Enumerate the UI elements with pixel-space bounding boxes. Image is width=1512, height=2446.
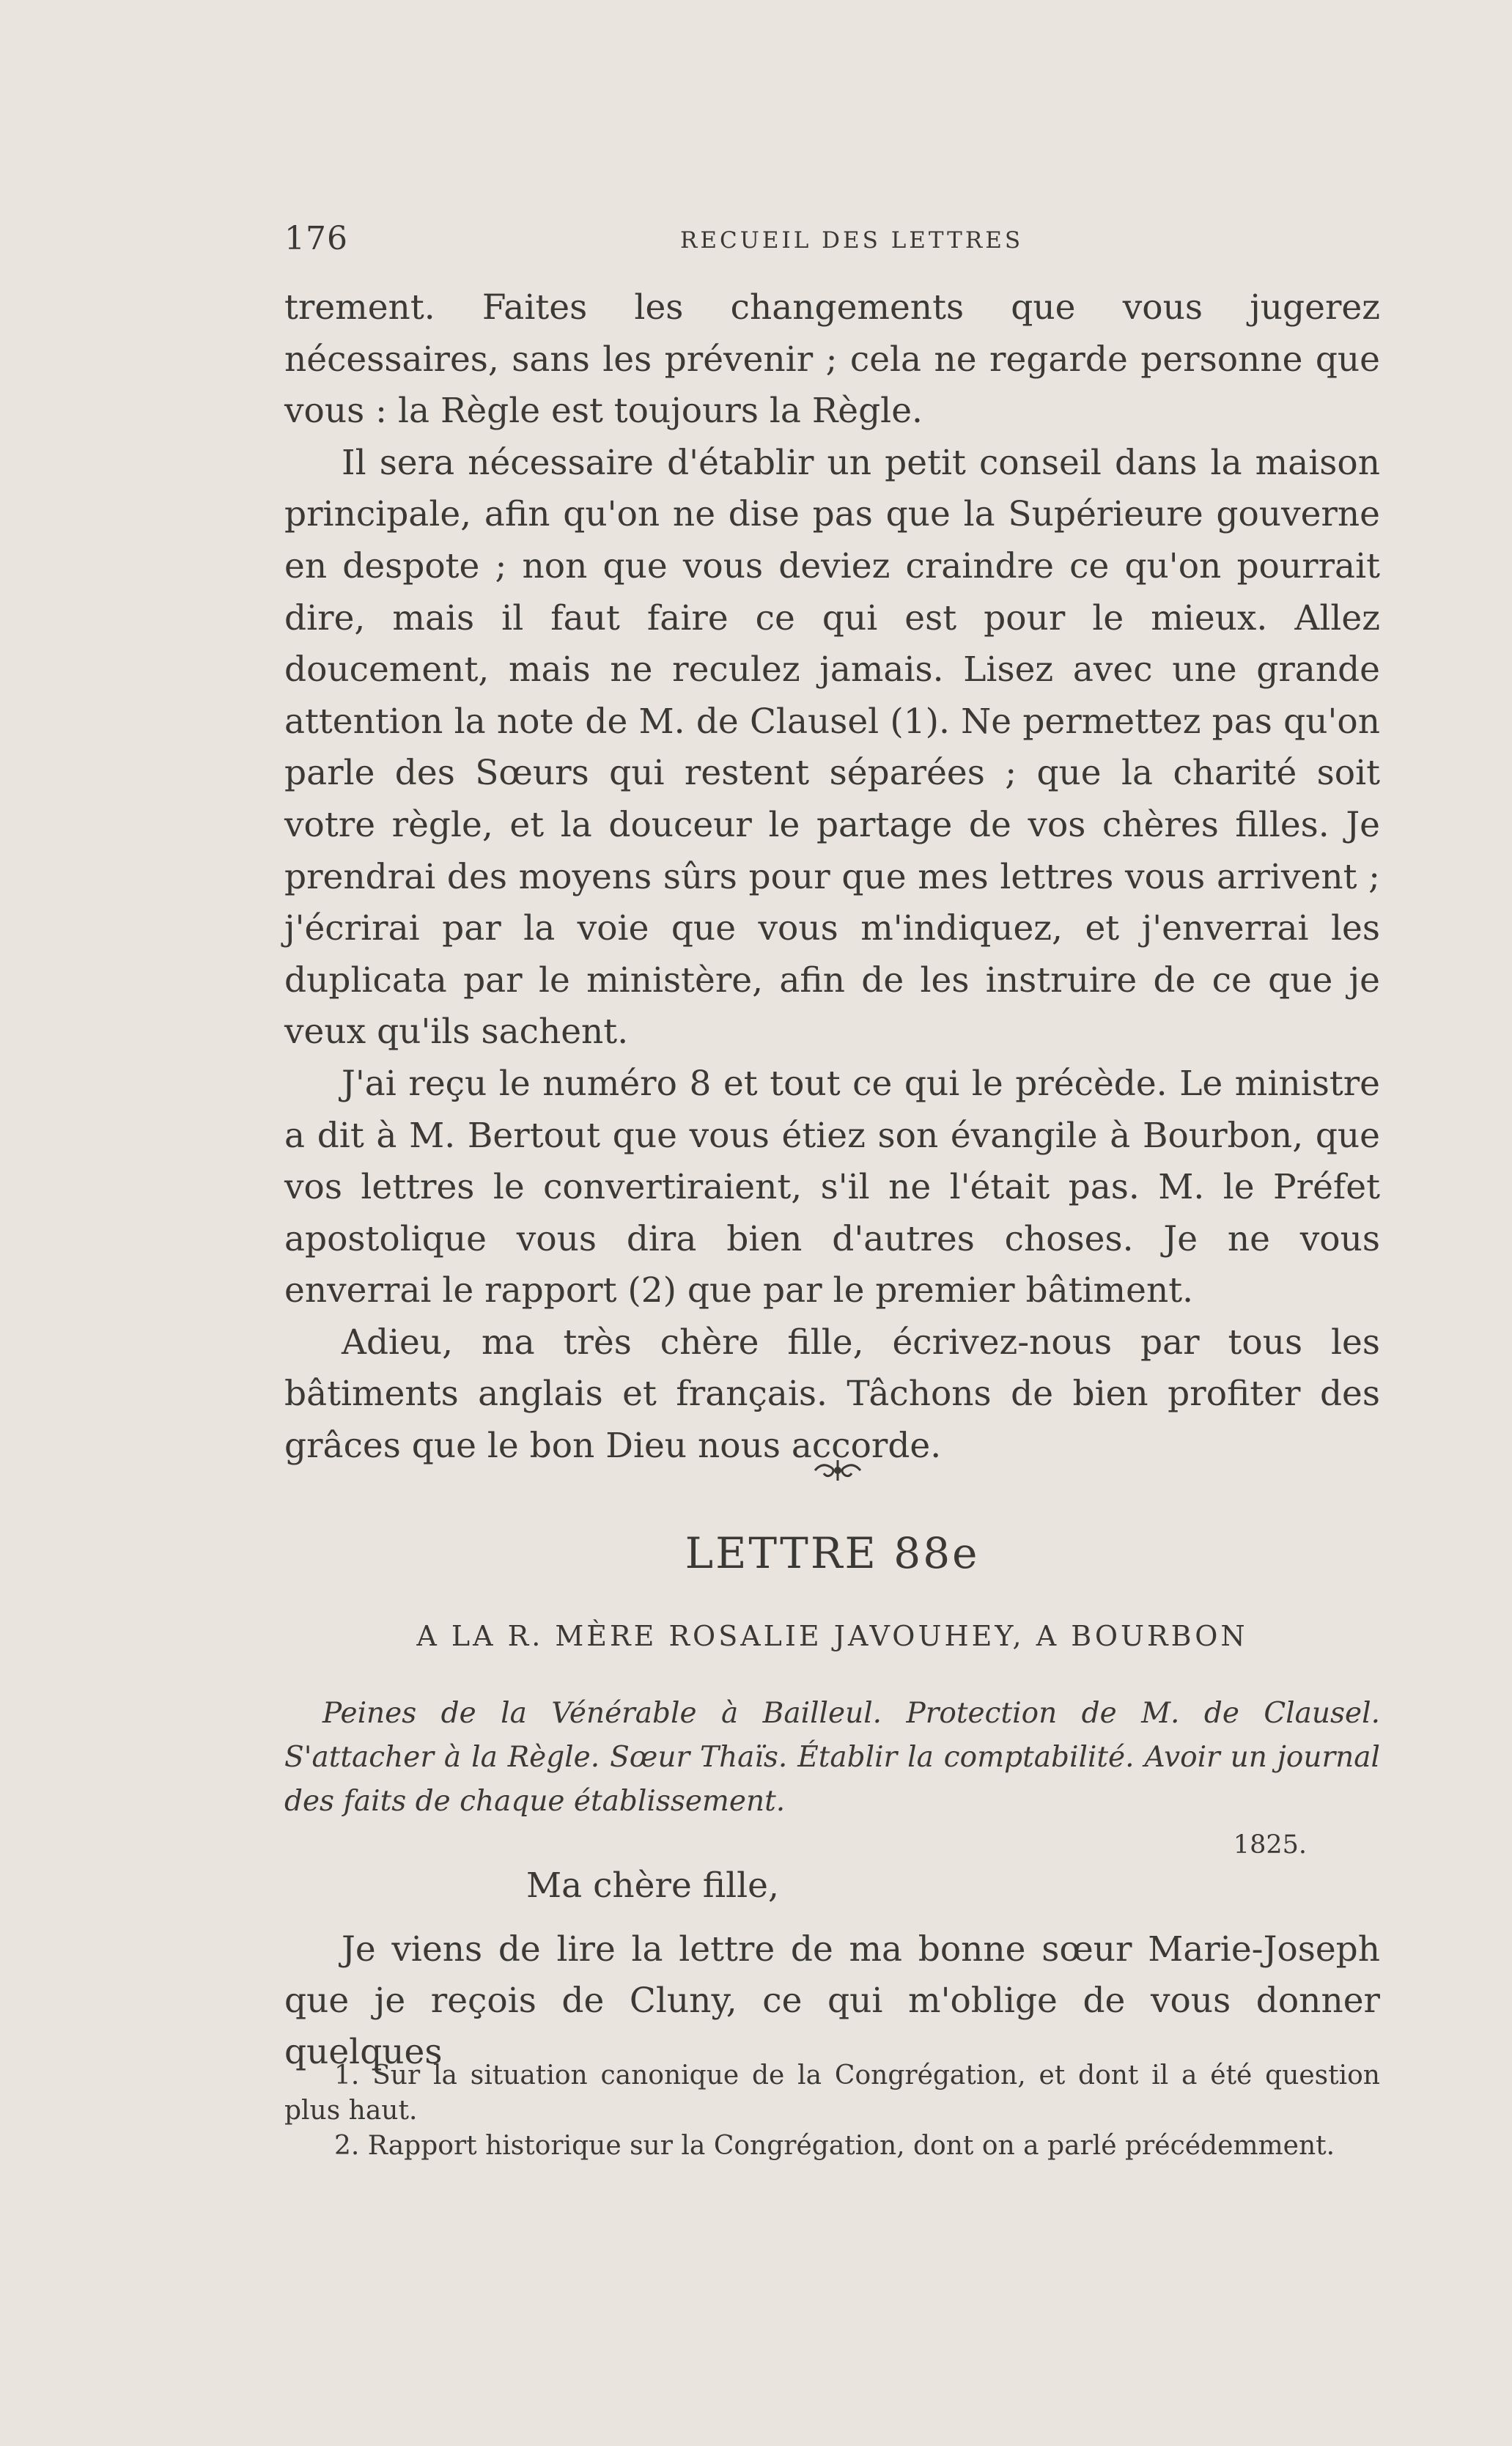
paragraph: trement. Faites les changements que vous jugerez nécessaires, sans les prévenir ; cela ne regarde personne que vous : la Règle est toujours la Règle. <box>284 287 1380 432</box>
footnote: 2. Rapport historique sur la Congrégation, dont on a parlé précédemment. <box>334 2131 1335 2161</box>
footnote: 1. Sur la situation canonique de la Congrégation, et dont il a été question plus haut. <box>284 2060 1380 2126</box>
letter-recipient: A LA R. MÈRE ROSALIE JAVOUHEY, A BOURBON <box>416 1620 1248 1652</box>
letter-opening-text: Je viens de lire la lettre de ma bonne sœur Marie-Joseph que je reçois de Cluny, ce qui m'oblige de vous donner quelques <box>284 1929 1380 2072</box>
footnotes <box>284 2058 1380 2164</box>
letter-date: 1825. <box>1233 1830 1307 1860</box>
ornament-divider-icon <box>812 1457 863 1484</box>
page-header <box>284 220 1380 257</box>
letter-summary: Peines de la Vénérable à Bailleul. Protection de M. de Clausel. S'attacher à la Règle. Sœur Thaïs. Établir la comptabilité. Avoir un journal des faits de chaque établissement. <box>284 1697 1380 1818</box>
previous-letter-text <box>284 282 1380 1473</box>
letter-title: LETTRE 88e <box>685 1528 980 1578</box>
paragraph: J'ai reçu le numéro 8 et tout ce qui le précède. Le ministre a dit à M. Bertout que vous étiez son évangile à Bourbon, que vos lettres le convertiraient, s'il ne l'était pas. M. le Préfet apostolique vous dira bien d'autres choses. Je ne vous enverrai le rapport (2) que par le premier bâtiment. <box>284 1063 1380 1311</box>
running-head: RECUEIL DES LETTRES <box>680 227 1024 254</box>
page-number: 176 <box>284 220 348 257</box>
paragraph: Il sera nécessaire d'établir un petit conseil dans la maison principale, afin qu'on ne dise pas que la Supérieure gouverne en despote ; non que vous deviez craindre ce qu'on pourrait dire, mais il faut faire ce qui est pour le mieux. Allez doucement, mais ne reculez jamais. Lisez avec une grande attention la note de M. de Clausel (1). Ne permettez pas qu'on parle des Sœurs qui restent séparées ; que la charité soit votre règle, et la douceur le partage de vos chères filles. Je prendrai des moyens sûrs pour que mes lettres vous arrivent ; j'écrirai par la voie que vous m'indiquez, et j'enverrai les duplicata par le ministère, afin de les instruire de ce que je veux qu'ils sachent. <box>284 442 1380 1053</box>
letter-salutation: Ma chère fille, <box>526 1865 779 1906</box>
paragraph: Adieu, ma très chère fille, écrivez-nous par tous les bâtiments anglais et français. Tâchons de bien profiter des grâces que le bon Dieu nous accorde. <box>284 1322 1380 1467</box>
